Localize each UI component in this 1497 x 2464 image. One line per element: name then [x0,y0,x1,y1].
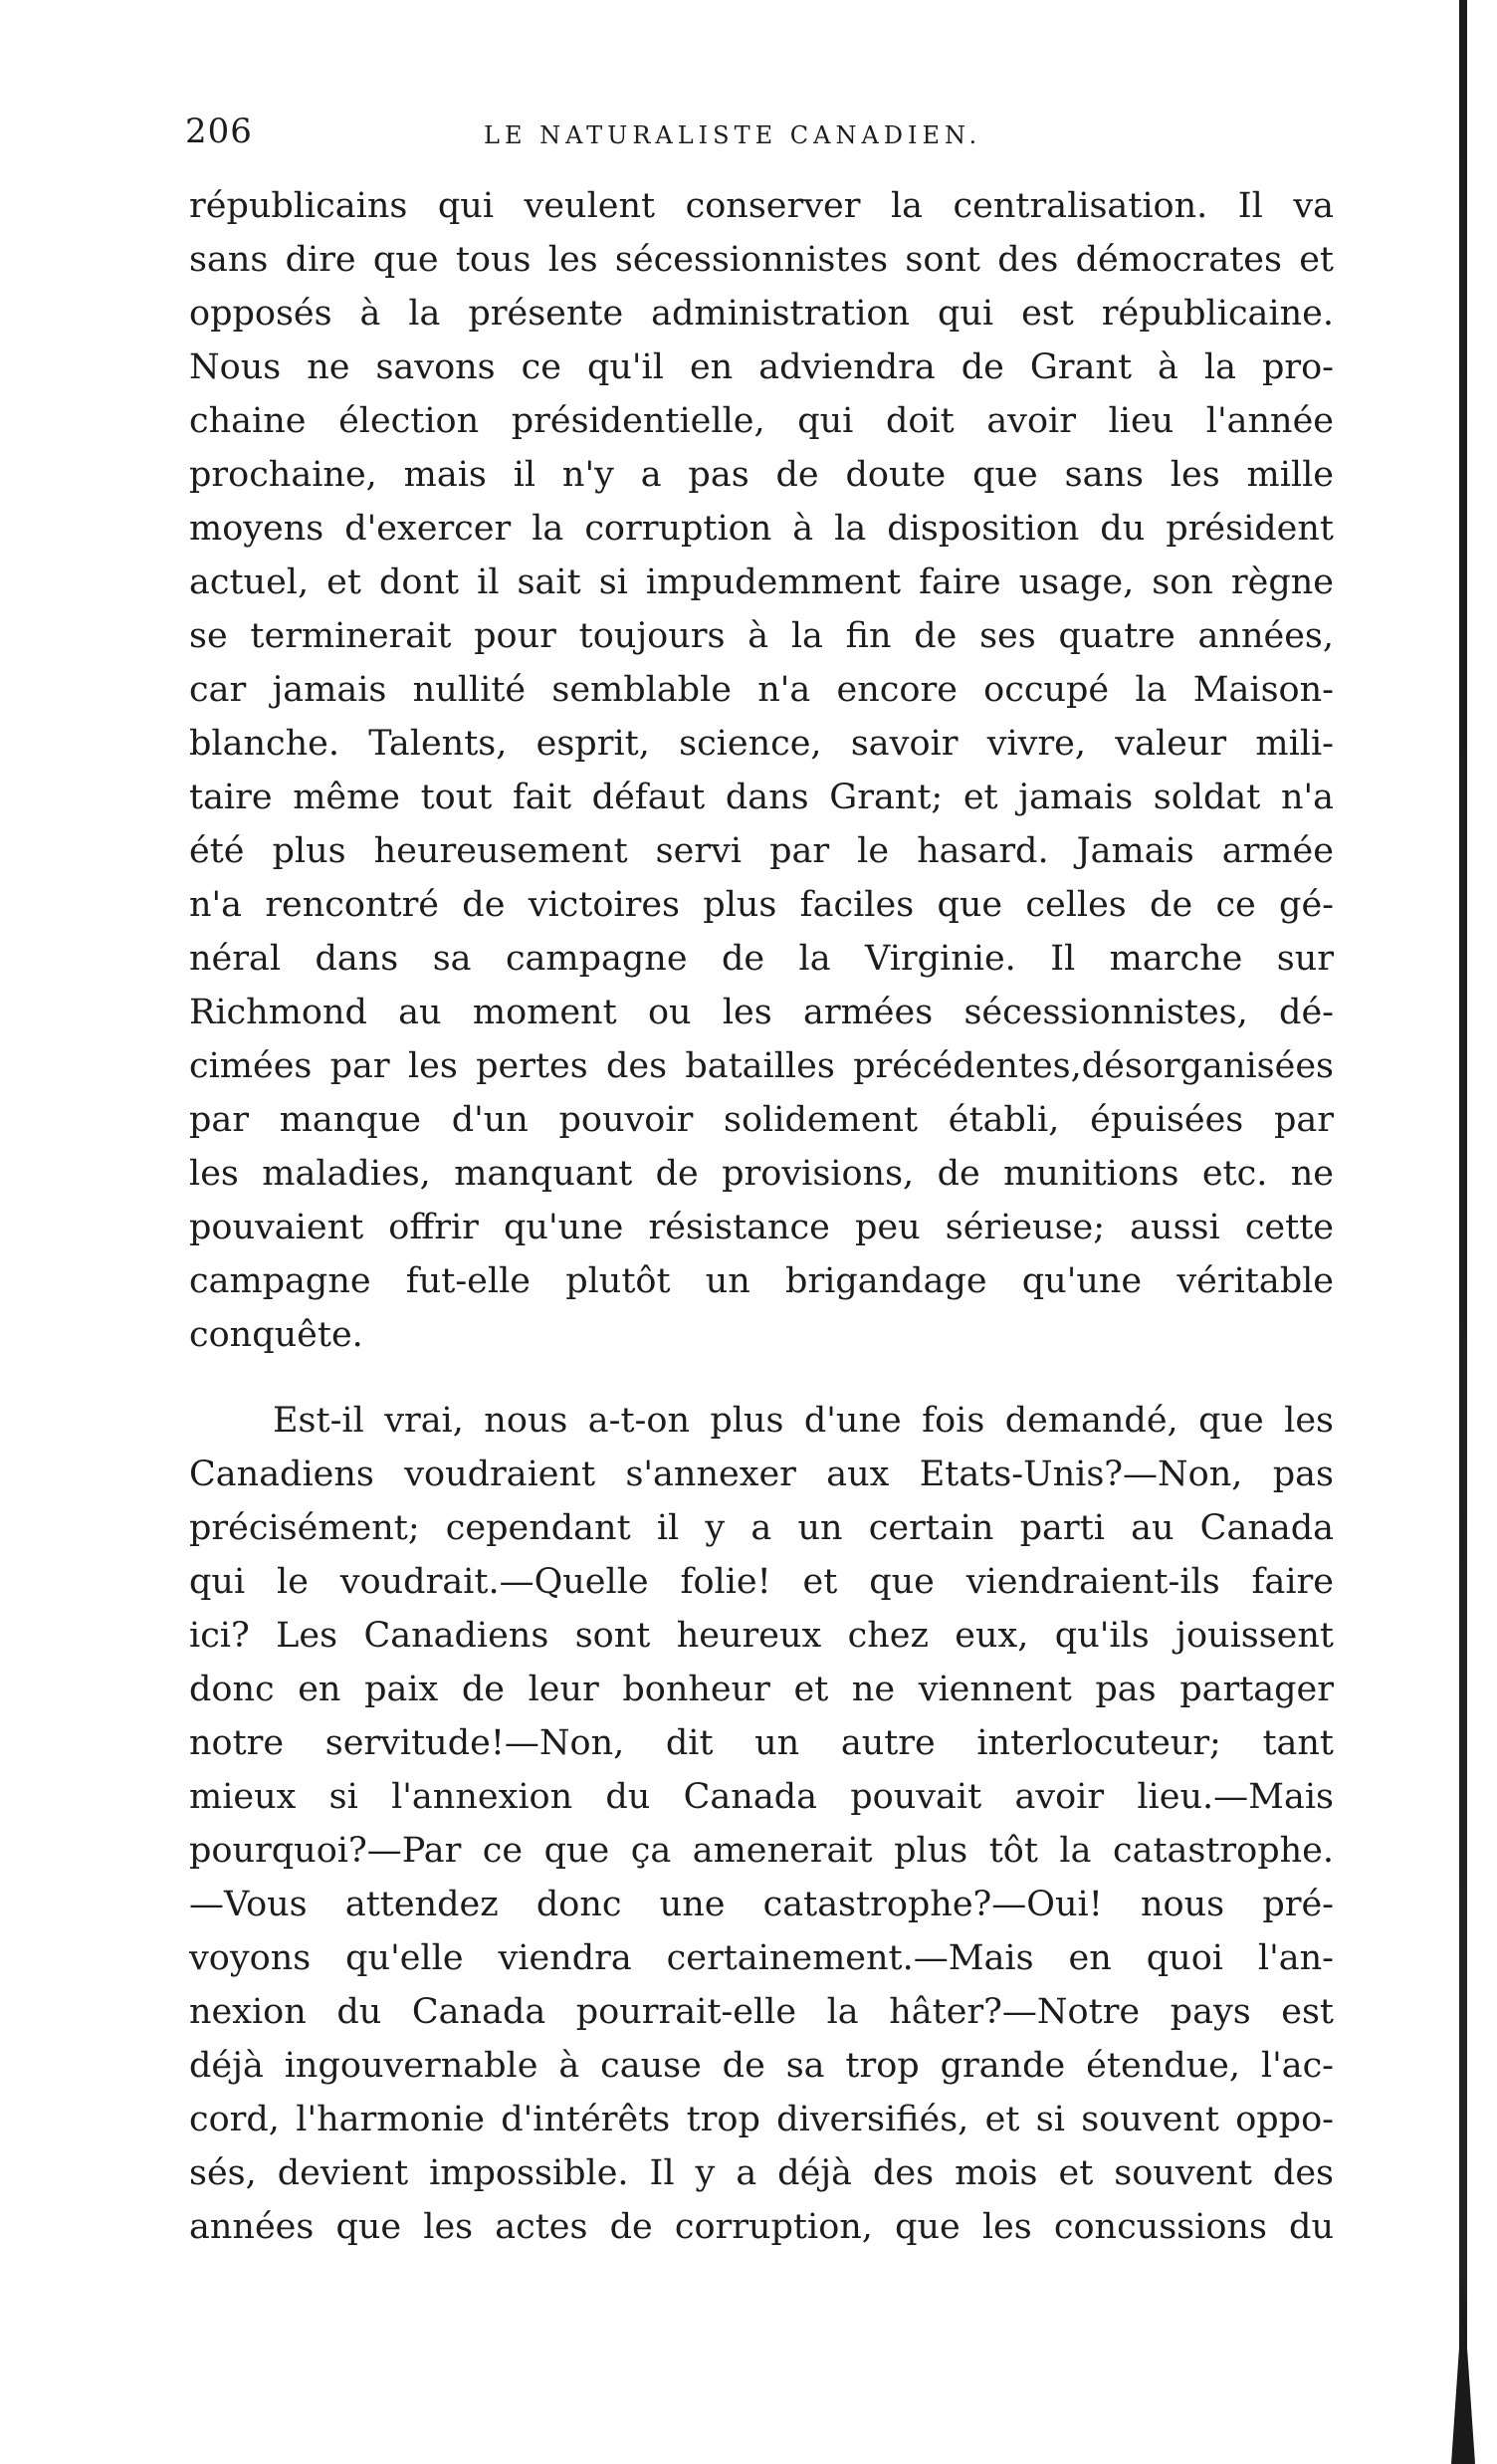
body-text [189,179,1334,2254]
text-line: blanche. Talents, esprit, science, savoir vivre, valeur mili- [189,724,1334,764]
paragraph-gap [189,1362,1334,1394]
text-line: précisément; cependant il y a un certain parti au Canada [189,1508,1334,1548]
page-header [185,112,1330,167]
text-line: notre servitude!—Non, dit un autre interlocuteur; tant [189,1723,1334,1763]
text-line: par manque d'un pouvoir solidement établi, épuisées par [189,1100,1334,1140]
text-line: opposés à la présente administration qui est républicaine. [189,294,1334,334]
text-line: qui le voudrait.—Quelle folie! et que viendraient-ils faire [189,1562,1334,1602]
text-line: nexion du Canada pourrait-elle la hâter?—Notre pays est [189,1992,1334,2032]
text-line: n'a rencontré de victoires plus faciles que celles de ce gé- [189,885,1334,925]
text-line: pouvaient offrir qu'une résistance peu sérieuse; aussi cette [189,1208,1334,1247]
text-line: été plus heureusement servi par le hasard. Jamais armée [189,831,1334,871]
text-line: actuel, et dont il sait si impudemment faire usage, son règne [189,562,1334,602]
text-line: moyens d'exercer la corruption à la disposition du président [189,509,1334,549]
paragraph-1 [189,179,1334,1362]
text-line: années que les actes de corruption, que les concussions du [189,2207,1334,2247]
text-line: —Vous attendez donc une catastrophe?—Oui! nous pré- [189,1885,1334,1924]
paragraph-2 [189,1394,1334,2254]
text-line: cimées par les pertes des batailles précédentes,désorganisées [189,1046,1334,1086]
text-line: ici? Les Canadiens sont heureux chez eux, qu'ils jouissent [189,1616,1334,1656]
text-line: prochaine, mais il n'y a pas de doute que sans les mille [189,455,1334,495]
text-line: chaine élection présidentielle, qui doit avoir lieu l'année [189,401,1334,441]
text-line: déjà ingouvernable à cause de sa trop grande étendue, l'ac- [189,2046,1334,2086]
text-line: sans dire que tous les sécessionnistes sont des démocrates et [189,240,1334,280]
page-edge-rule-foot [1451,2290,1475,2464]
text-line: Richmond au moment ou les armées sécessionnistes, dé- [189,993,1334,1032]
text-line: campagne fut-elle plutôt un brigandage qu'une véritable [189,1261,1334,1301]
text-line: conquête. [189,1315,363,1355]
running-title: LE NATURALISTE CANADIEN. [484,121,982,149]
text-line: républicains qui veulent conserver la centralisation. Il va [189,186,1334,226]
text-line: cord, l'harmonie d'intérêts trop diversifiés, et si souvent oppo- [189,2100,1334,2139]
text-line: se terminerait pour toujours à la fin de ses quatre années, [189,616,1334,656]
text-line: sés, devient impossible. Il y a déjà des mois et souvent des [189,2153,1334,2193]
text-line: néral dans sa campagne de la Virginie. Il marche sur [189,939,1334,979]
page-edge-rule [1459,0,1467,2464]
text-line: pourquoi?—Par ce que ça amenerait plus tôt la catastrophe. [189,1831,1334,1871]
text-line: Nous ne savons ce qu'il en adviendra de Grant à la pro- [189,347,1334,387]
text-line: voyons qu'elle viendra certainement.—Mais en quoi l'an- [189,1938,1334,1978]
text-line: mieux si l'annexion du Canada pouvait avoir lieu.—Mais [189,1777,1334,1817]
text-line: les maladies, manquant de provisions, de munitions etc. ne [189,1154,1334,1194]
text-line: taire même tout fait défaut dans Grant; et jamais soldat n'a [189,778,1334,817]
text-line: Est-il vrai, nous a-t-on plus d'une fois demandé, que les [273,1401,1334,1441]
text-line: donc en paix de leur bonheur et ne viennent pas partager [189,1670,1334,1709]
text-line: car jamais nullité semblable n'a encore occupé la Maison- [189,670,1334,710]
text-line: Canadiens voudraient s'annexer aux Etats-Unis?—Non, pas [189,1455,1334,1494]
page-number: 206 [185,112,253,151]
